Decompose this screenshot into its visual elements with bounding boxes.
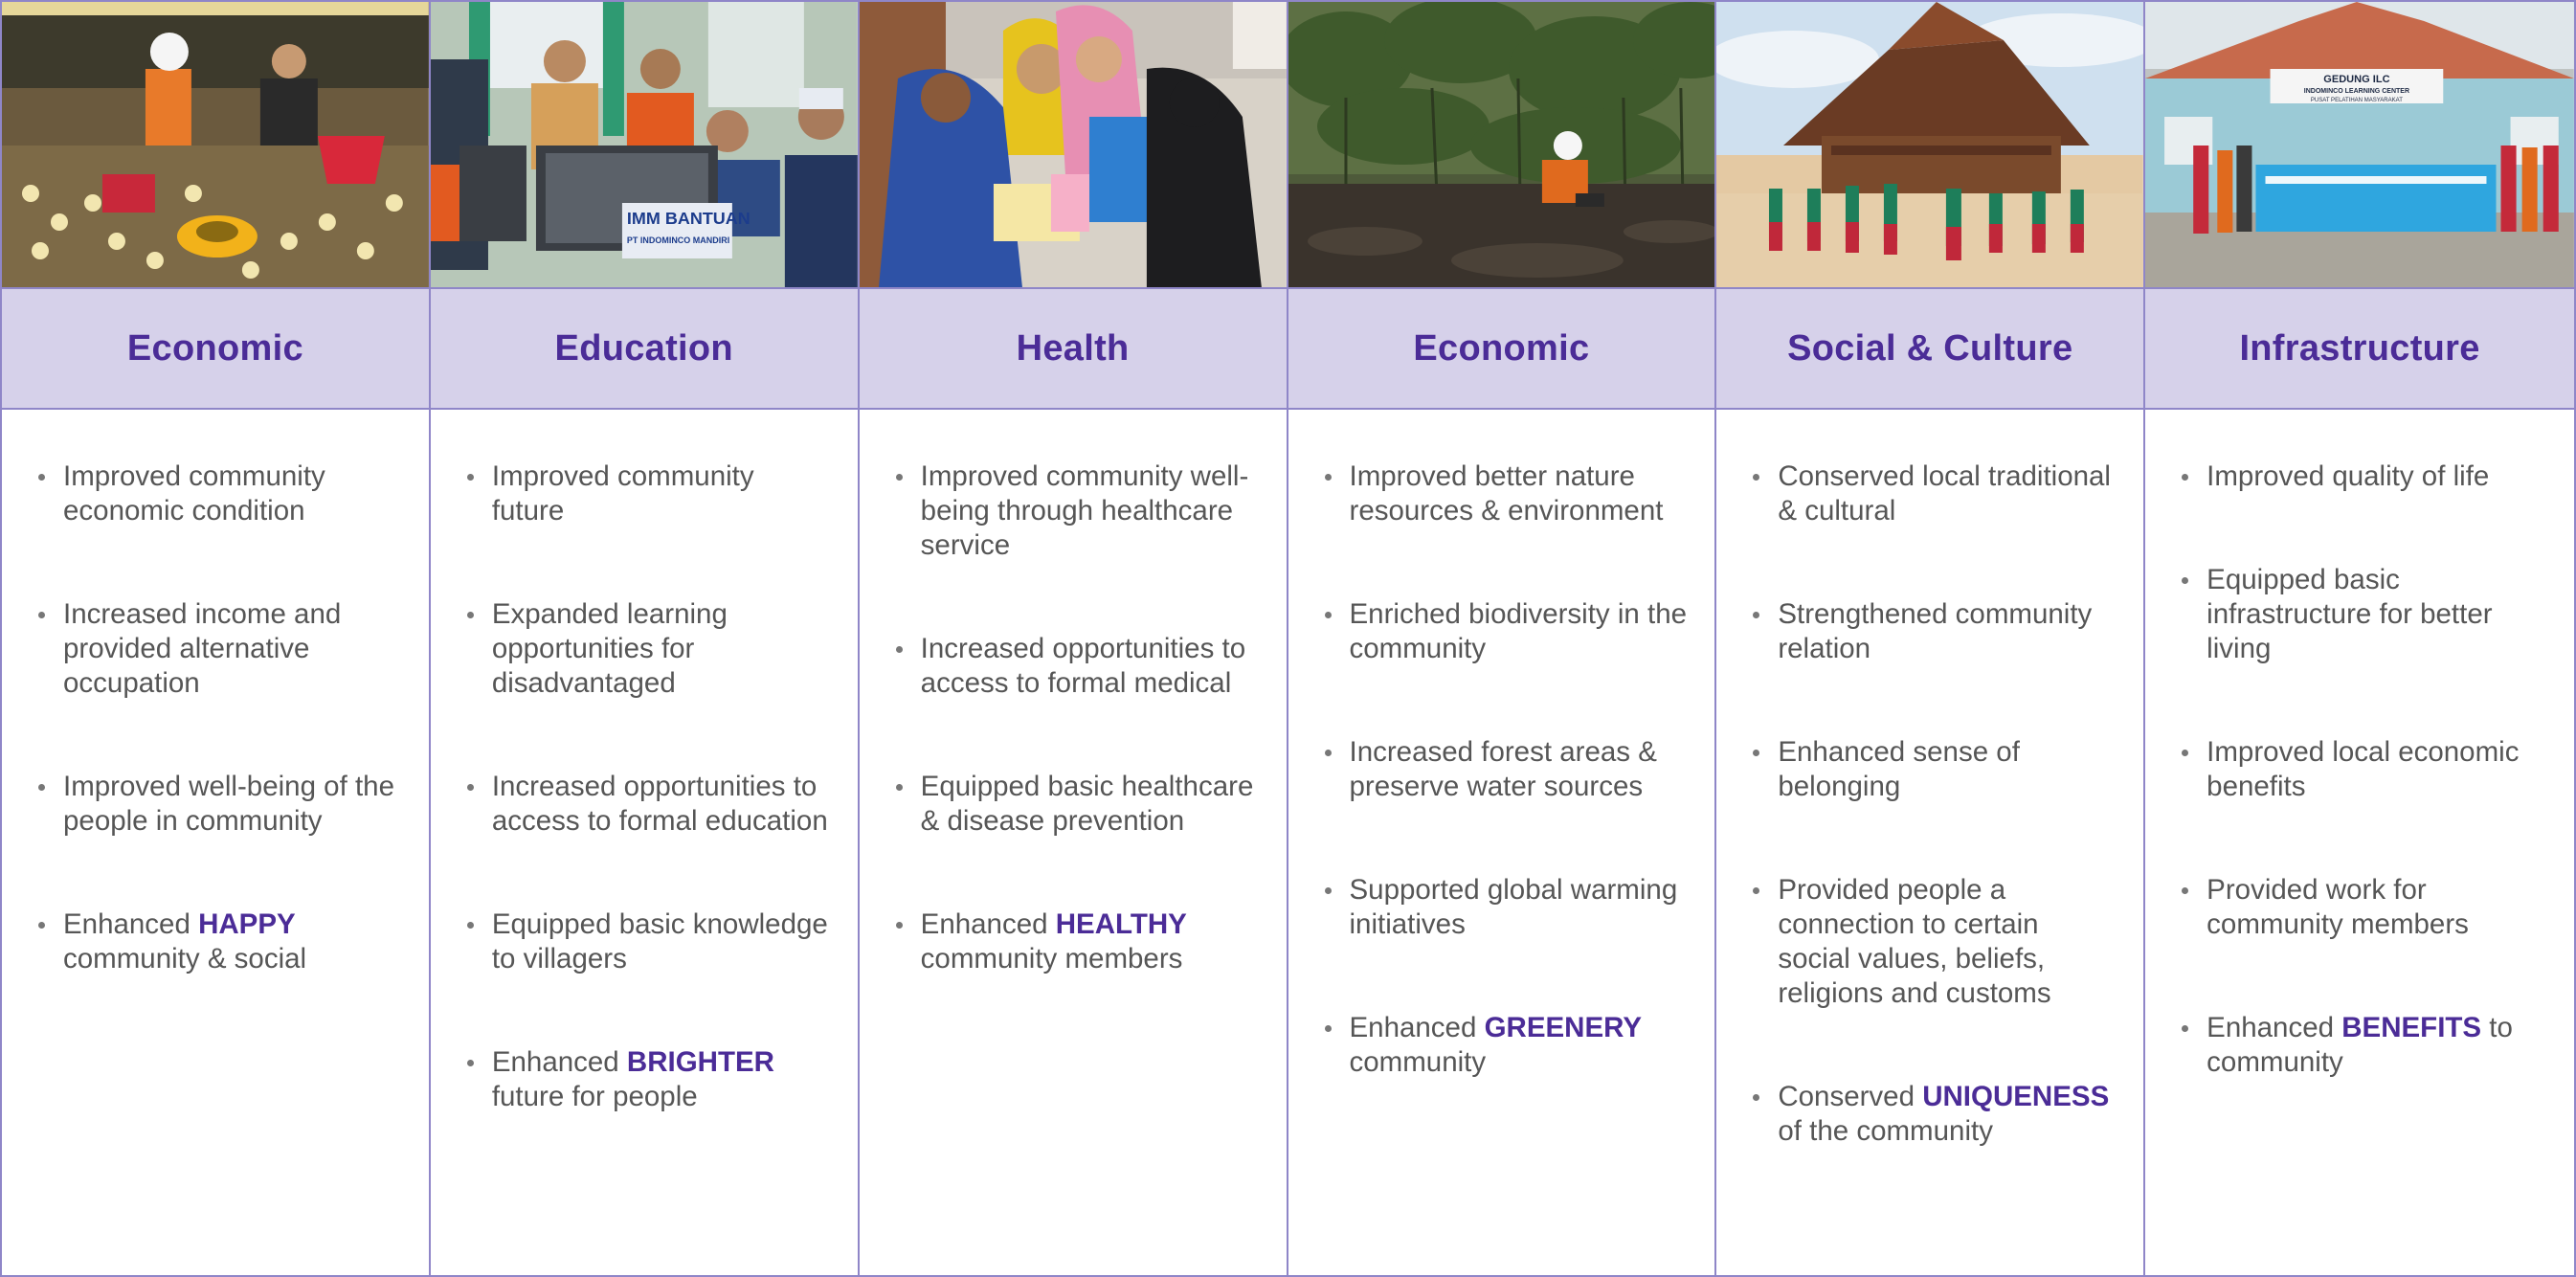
highlight-word: HAPPY: [198, 908, 296, 940]
photo-sign-subtext: PUSAT PELATIHAN MASYARAKAT: [2311, 98, 2404, 103]
list-item: Improved quality of life: [2182, 459, 2547, 494]
photo-sign-text: GEDUNG ILC: [2323, 74, 2390, 85]
benefit-list: [860, 410, 1287, 976]
list-item: Increased opportunities to access to formal medical: [896, 632, 1260, 701]
column-economic: [2, 2, 431, 1275]
list-item: Enhanced BRIGHTER future for people: [467, 1045, 831, 1114]
list-item: Enhanced sense of belonging: [1753, 735, 2117, 804]
list-item: Improved community well-being through healthcare service: [896, 459, 1260, 563]
column-header: [431, 289, 858, 410]
list-item: Enhanced HAPPY community & social: [38, 907, 402, 976]
computer-class-photo: [431, 2, 858, 289]
list-item: Enhanced GREENERY community: [1325, 1011, 1689, 1080]
column-infrastructure: [2145, 2, 2574, 1275]
highlight-word: UNIQUENESS: [1922, 1081, 2110, 1112]
column-title: Infrastructure: [2239, 327, 2480, 369]
benefit-list: [2, 410, 429, 976]
traditional-dance-photo: [1716, 2, 2143, 289]
list-item: Increased forest areas & preserve water sources: [1325, 735, 1689, 804]
column-title: Economic: [1413, 327, 1590, 369]
benefit-list: [431, 410, 858, 1114]
benefit-list: [1288, 410, 1715, 1080]
column-social-culture: [1716, 2, 2145, 1275]
column-header: [1288, 289, 1715, 410]
photo-sign-subtext: PT INDOMINCO MANDIRI: [626, 235, 730, 246]
column-title: Health: [1016, 327, 1130, 369]
learning-center-photo: [2145, 2, 2574, 289]
mangrove-planting-photo: [1288, 2, 1715, 289]
list-item: Provided work for community members: [2182, 873, 2547, 942]
list-item: Increased income and provided alternative occupation: [38, 597, 402, 701]
list-item: Supported global warming initiatives: [1325, 873, 1689, 942]
list-item: Enhanced HEALTHY community members: [896, 907, 1260, 976]
list-item: Enhanced BENEFITS to community: [2182, 1011, 2547, 1080]
healthcare-service-photo: [860, 2, 1287, 289]
photo-sign-subtext: INDOMINCO LEARNING CENTER: [2303, 88, 2410, 95]
list-item: Increased opportunities to access to formal education: [467, 770, 831, 839]
column-title: Social & Culture: [1787, 327, 2073, 369]
list-item: Equipped basic infrastructure for better living: [2182, 563, 2547, 666]
column-header: [2, 289, 429, 410]
list-item: Equipped basic knowledge to villagers: [467, 907, 831, 976]
list-item: Conserved local traditional & cultural: [1753, 459, 2117, 528]
list-item: Improved community future: [467, 459, 831, 528]
list-item: Improved better nature resources & environment: [1325, 459, 1689, 528]
highlight-word: HEALTHY: [1055, 908, 1187, 940]
list-item: Improved community economic condition: [38, 459, 402, 528]
poultry-farm-photo: [2, 2, 429, 289]
highlight-word: GREENERY: [1484, 1012, 1643, 1043]
photo-sign-text: IMM BANTUAN: [626, 208, 750, 229]
column-header: [1716, 289, 2143, 410]
column-education: [431, 2, 860, 1275]
column-health: [860, 2, 1288, 1275]
column-title: Economic: [126, 327, 303, 369]
benefit-list: [1716, 410, 2143, 1149]
highlight-word: BRIGHTER: [626, 1046, 774, 1078]
list-item: Provided people a connection to certain social values, beliefs, religions and customs: [1753, 873, 2117, 1011]
benefit-list: [2145, 410, 2574, 1080]
column-header: [2145, 289, 2574, 410]
list-item: Enriched biodiversity in the community: [1325, 597, 1689, 666]
highlight-word: BENEFITS: [2341, 1012, 2482, 1043]
column-economic-environment: [1288, 2, 1717, 1275]
list-item: Conserved UNIQUENESS of the community: [1753, 1080, 2117, 1149]
column-header: [860, 289, 1287, 410]
list-item: Equipped basic healthcare & disease prevention: [896, 770, 1260, 839]
list-item: Strengthened community relation: [1753, 597, 2117, 666]
list-item: Improved well-being of the people in community: [38, 770, 402, 839]
column-title: Education: [554, 327, 733, 369]
list-item: Expanded learning opportunities for disadvantaged: [467, 597, 831, 701]
list-item: Improved local economic benefits: [2182, 735, 2547, 804]
